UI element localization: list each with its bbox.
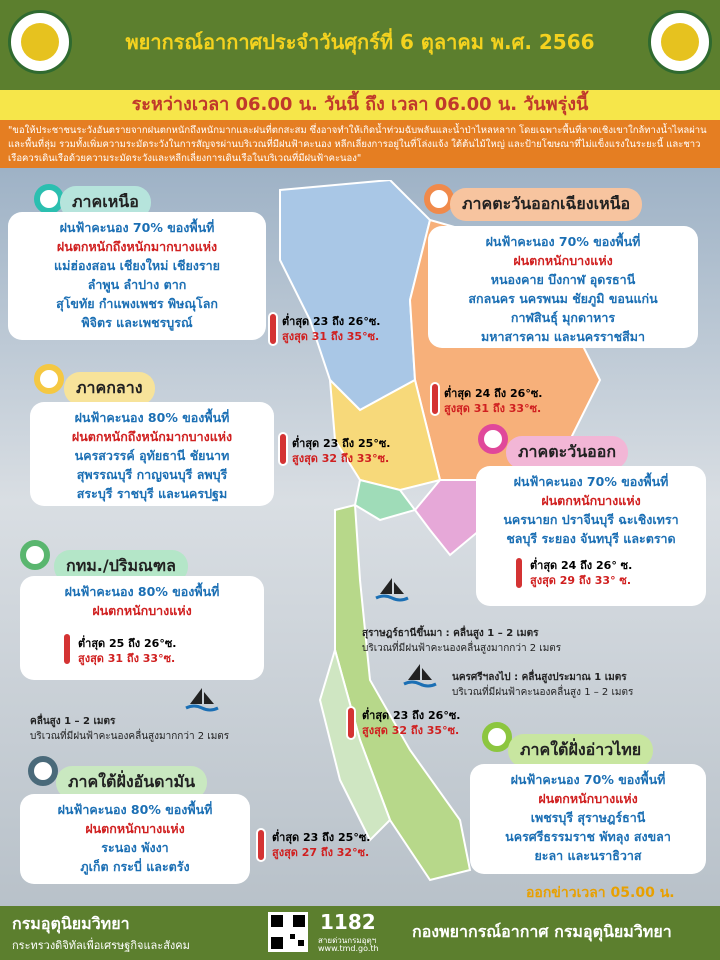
temp-block-south-andaman <box>272 830 370 860</box>
wave-title: สุราษฎร์ธานีขึ้นมา : คลื่นสูง 1 – 2 เมตร <box>362 628 539 639</box>
website-link[interactable]: www.tmd.go.th <box>318 944 379 953</box>
province-text: สุโขทัย กำแพงเพชร พิษณุโลก <box>56 296 218 311</box>
province-text: แม่ฮ่องสอน เชียงใหม่ เชียงราย <box>54 258 220 273</box>
thermometer-icon <box>62 632 72 666</box>
province-text: สระบุรี ราชบุรี และนครปฐม <box>76 486 228 501</box>
sailboat-icon <box>372 576 412 606</box>
tmd-logo <box>8 10 72 74</box>
rain-text: ฝนตกหนักบางแห่ง <box>85 821 185 836</box>
warning-notice: "ขอให้ประชาชนระวังอันตรายจากฝนตกหนักถึงหนักมากและฝนที่ตกสะสม ซึ่งอาจทำให้เกิดน้ำท่วมฉับพลันและน้ำป่าไหลหลาก โดยเฉพาะพื้นที่ลาดเชิงเขาใกล้ทางน้ำไหลผ่านและพื้นที่ลุ่ม รวมทั้งเพิ่มความระมัดระวังในการสัญจรผ่านบริเวณที่มีฝนฟ้าคะนอง หลีกเลี่ยงการอยู่ในที่โล่งแจ้ง ใต้ต้นไม้ใหญ่ และป้ายโฆษณาที่ไม่แข็งแรงในระยะนี้ และชาวเรือควรเดินเรือด้วยความระมัดระวังและหลีกเลี่ยงการเดินเรือในบริเวณที่มีฝนฟ้าคะนอง" <box>0 120 720 168</box>
rain-text: ฝนตกหนักบางแห่ง <box>92 603 192 618</box>
sailboat-icon <box>400 662 440 692</box>
coverage-text: ฝนฟ้าคะนอง 80% ของพื้นที่ <box>74 410 230 425</box>
thermometer-icon <box>514 556 524 590</box>
province-text: สุพรรณบุรี กาญจนบุรี ลพบุรี <box>76 467 228 482</box>
thermometer-icon <box>346 706 356 740</box>
sailboat-icon <box>182 686 222 716</box>
temp-max: สูงสุด 31 ถึง 33°ซ. <box>444 402 542 415</box>
coverage-text: ฝนฟ้าคะนอง 70% ของพื้นที่ <box>59 220 215 235</box>
wave-title: นครศรีฯลงไป : คลื่นสูงประมาณ 1 เมตร <box>452 672 627 683</box>
province-text: นครสวรรค์ อุทัยธานี ชัยนาท <box>74 448 230 463</box>
rain-text: ฝนตกหนักบางแห่ง <box>538 791 638 806</box>
region-header-south-gulf: ภาคใต้ฝั่งอ่าวไทย <box>508 734 653 767</box>
temp-block-central <box>292 436 390 466</box>
map-region-north <box>280 180 430 410</box>
temp-min: ต่ำสุด 23 ถึง 25°ซ. <box>292 437 391 450</box>
region-card-south-andaman <box>20 794 250 884</box>
issued-time: ออกข่าวเวลา 05.00 น. <box>526 885 675 901</box>
province-text: นครนายก ปราจีนบุรี ฉะเชิงเทรา <box>503 512 679 527</box>
location-pin-icon <box>478 424 508 454</box>
temp-max: สูงสุด 32 ถึง 35°ซ. <box>362 724 460 737</box>
region-header-south-andaman: ภาคใต้ฝั่งอันดามัน <box>56 766 207 799</box>
coverage-text: ฝนฟ้าคะนอง 80% ของพื้นที่ <box>57 802 213 817</box>
temp-min: ต่ำสุด 24 ถึง 26°ซ. <box>444 387 543 400</box>
province-text: พิจิตร และเพชรบูรณ์ <box>81 315 193 330</box>
province-text: ภูเก็ต กระบี่ และตรัง <box>80 859 190 874</box>
temp-block-bangkok <box>78 636 176 666</box>
footer-band <box>0 906 720 960</box>
wave-title: คลื่นสูง 1 – 2 เมตร <box>30 716 116 727</box>
province-text: หนองคาย บึงกาฬ อุดรธานี <box>490 272 636 287</box>
hotline-label: สายด่วนกรมอุตุฯ <box>318 936 377 945</box>
ministry-logo <box>648 10 712 74</box>
wave-sub: บริเวณที่มีฝนฟ้าคะนองคลื่นสูงมากกว่า 2 เมตร <box>362 643 562 654</box>
region-card-south-gulf <box>470 764 706 874</box>
qr-code-icon <box>268 912 308 952</box>
region-header-north: ภาคเหนือ <box>60 186 151 219</box>
page-subtitle: ระหว่างเวลา 06.00 น. วันนี้ ถึง เวลา 06.00 น. วันพรุ่งนี้ <box>0 90 720 120</box>
temp-min: ต่ำสุด 23 ถึง 26°ซ. <box>282 315 381 328</box>
rain-text: ฝนตกหนักบางแห่ง <box>513 253 613 268</box>
temp-max: สูงสุด 29 ถึง 33° ซ. <box>530 574 632 587</box>
coverage-text: ฝนฟ้าคะนอง 70% ของพื้นที่ <box>485 234 641 249</box>
temp-min: ต่ำสุด 23 ถึง 25°ซ. <box>272 831 371 844</box>
temp-max: สูงสุด 31 ถึง 33°ซ. <box>78 652 176 665</box>
region-card-central <box>30 402 274 506</box>
region-header-east: ภาคตะวันออก <box>506 436 628 469</box>
temp-block-north <box>282 314 380 344</box>
province-text: สกลนคร นครพนม ชัยภูมิ ขอนแก่น <box>468 291 658 306</box>
region-header-central: ภาคกลาง <box>64 372 155 405</box>
temp-max: สูงสุด 32 ถึง 33°ซ. <box>292 452 390 465</box>
footer-division: กองพยากรณ์อากาศ กรมอุตุนิยมวิทยา <box>412 922 672 941</box>
location-pin-icon <box>424 184 454 214</box>
region-card-north <box>8 212 266 340</box>
thermometer-icon <box>256 828 266 862</box>
temp-min: ต่ำสุด 23 ถึง 26°ซ. <box>362 709 461 722</box>
region-header-bangkok: กทม./ปริมณฑล <box>54 550 188 583</box>
coverage-text: ฝนฟ้าคะนอง 80% ของพื้นที่ <box>64 584 220 599</box>
hotline-number: 1182 <box>320 910 376 934</box>
location-pin-icon <box>28 756 58 786</box>
temp-min: ต่ำสุด 25 ถึง 26°ซ. <box>78 637 177 650</box>
wave-info-nakhon <box>452 670 633 700</box>
province-text: มหาสารคาม และนครราชสีมา <box>481 329 645 344</box>
footer-org: กรมอุตุนิยมวิทยา <box>12 914 130 933</box>
wave-info-andaman <box>30 714 229 744</box>
region-card-northeast <box>428 226 698 348</box>
province-text: ลำพูน ลำปาง ตาก <box>87 277 187 292</box>
rain-text: ฝนตกหนักถึงหนักมากบางแห่ง <box>71 429 233 444</box>
thermometer-icon <box>268 312 278 346</box>
rain-text: ฝนตกหนักถึงหนักมากบางแห่ง <box>56 239 218 254</box>
thermometer-icon <box>278 432 288 466</box>
temp-block-south-gulf <box>362 708 460 738</box>
rain-text: ฝนตกหนักบางแห่ง <box>541 493 641 508</box>
wave-sub: บริเวณที่มีฝนฟ้าคะนองคลื่นสูง 1 – 2 เมตร <box>452 687 634 698</box>
wave-info-surat <box>362 626 561 656</box>
province-text: ระนอง พังงา <box>101 840 169 855</box>
footer-ministry: กระทรวงดิจิทัลเพื่อเศรษฐกิจและสังคม <box>12 939 190 952</box>
temp-max: สูงสุด 27 ถึง 32°ซ. <box>272 846 370 859</box>
province-text: เพชรบุรี สุราษฎร์ธานี <box>530 810 646 825</box>
temp-min: ต่ำสุด 24 ถึง 26° ซ. <box>530 559 633 572</box>
coverage-text: ฝนฟ้าคะนอง 70% ของพื้นที่ <box>510 772 666 787</box>
map-region-south-gulf <box>335 505 470 880</box>
location-pin-icon <box>34 364 64 394</box>
province-text: ชลบุรี ระยอง จันทบุรี และตราด <box>506 531 676 546</box>
province-text: ยะลา และนราธิวาส <box>534 848 642 863</box>
coverage-text: ฝนฟ้าคะนอง 70% ของพื้นที่ <box>513 474 669 489</box>
wave-sub: บริเวณที่มีฝนฟ้าคะนองคลื่นสูงมากกว่า 2 เมตร <box>30 731 230 742</box>
province-text: นครศรีธรรมราช พัทลุง สงขลา <box>505 829 671 844</box>
province-text: กาฬสินธุ์ มุกดาหาร <box>510 310 616 325</box>
page-title: พยากรณ์อากาศประจำวันศุกร์ที่ 6 ตุลาคม พ.ศ. 2566 <box>125 30 595 54</box>
temp-block-east <box>530 558 632 588</box>
thermometer-icon <box>430 382 440 416</box>
location-pin-icon <box>20 540 50 570</box>
temp-max: สูงสุด 31 ถึง 35°ซ. <box>282 330 380 343</box>
temp-block-northeast <box>444 386 542 416</box>
region-header-northeast: ภาคตะวันออกเฉียงเหนือ <box>450 188 642 221</box>
